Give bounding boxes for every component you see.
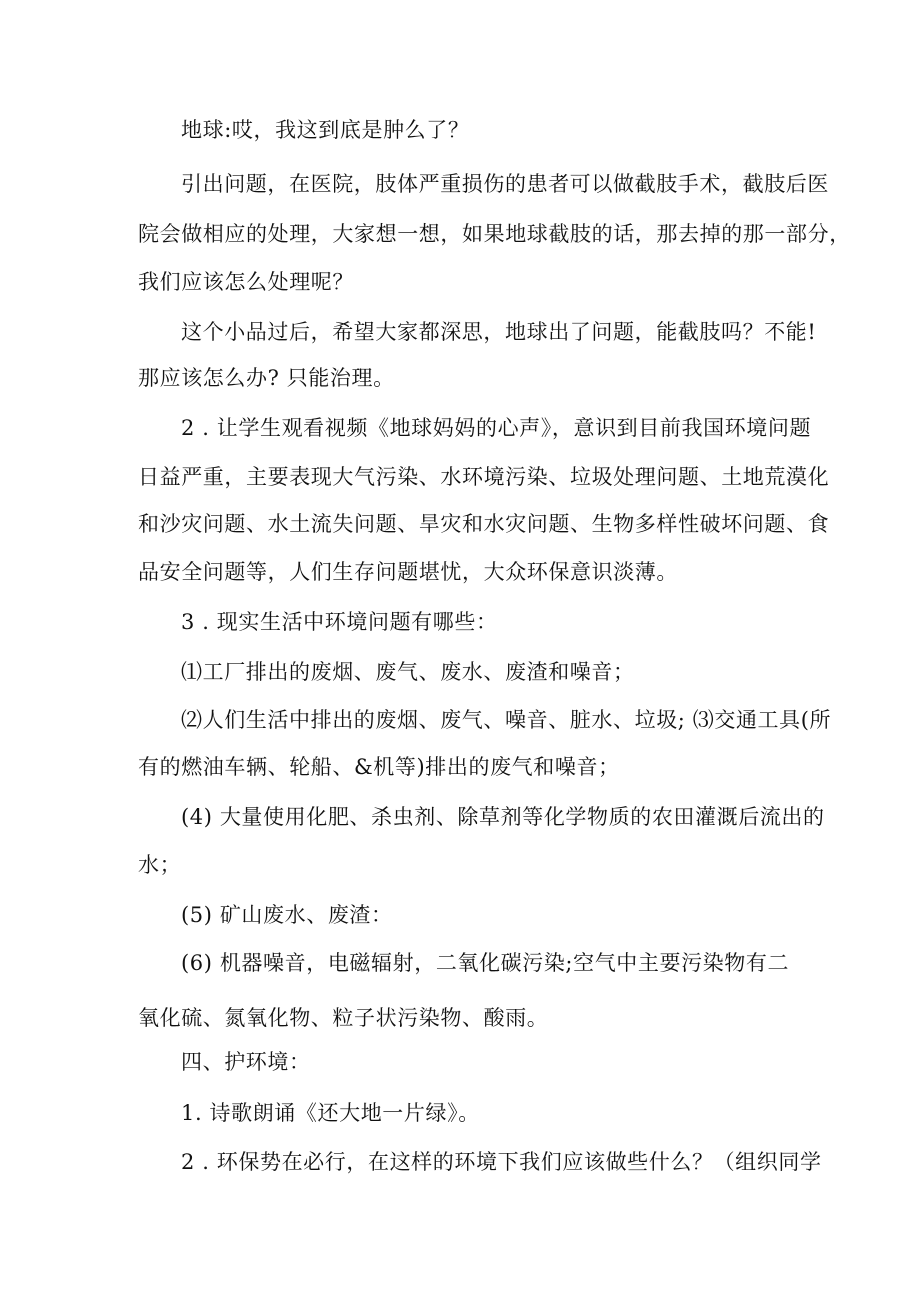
text-line-18: (6) 机器噪音，电磁辐射，二氧化碳污染;空气中主要污染物有二 [181, 951, 790, 975]
text-line-11: 3 . 现实生活中环境问题有哪些： [181, 610, 498, 634]
text-line-2: 引出问题，在医院，肢体严重损伤的患者可以做截肢手术，截肢后医 [181, 172, 829, 196]
text-line-13: ⑵人们生活中排出的废烟、废气、噪音、脏水、垃圾; ⑶交通工具(所 [181, 708, 832, 732]
text-line-1: 地球:哎，我这到底是肿么了？ [181, 118, 470, 142]
text-line-4: 我们应该怎么处理呢？ [138, 270, 354, 294]
text-line-6: 那应该怎么办? 只能治理。 [138, 366, 395, 390]
text-line-20: 四、护环境： [181, 1050, 311, 1074]
text-line-21: 1. 诗歌朗诵《还大地一片绿》。 [181, 1101, 480, 1125]
text-line-7: 2 . 让学生观看视频《地球妈妈的心声》，意识到目前我国环境问题 [181, 416, 812, 440]
text-line-10: 品安全问题等，人们生存问题堪忧，大众环保意识淡薄。 [138, 560, 678, 584]
text-line-8: 日益严重，主要表现大气污染、水环境污染、垃圾处理问题、土地荒漠化 [138, 465, 830, 489]
text-line-16: 水； [138, 853, 182, 877]
text-line-14: 有的燃油车辆、轮船、&机等)排出的废气和噪音； [138, 755, 620, 779]
text-line-22: 2 . 环保势在必行，在这样的环境下我们应该做些什么？（组织同学 [181, 1150, 822, 1174]
text-line-17: (5) 矿山废水、废渣： [181, 903, 393, 927]
text-line-12: ⑴工厂排出的废烟、废气、废水、废渣和噪音； [181, 660, 635, 684]
text-line-19: 氧化硫、氮氧化物、粒子状污染物、酸雨。 [138, 1006, 549, 1030]
text-line-5: 这个小品过后，希望大家都深思，地球出了问题，能截肢吗？不能! [181, 320, 817, 344]
text-line-15: (4) 大量使用化肥、杀虫剂、除草剂等化学物质的农田灌溉后流出的 [181, 805, 825, 829]
text-line-3: 院会做相应的处理，大家想一想，如果地球截肢的话，那去掉的那一部分， [138, 222, 851, 246]
text-line-9: 和沙灾问题、水土流失问题、旱灾和水灾问题、生物多样性破坏问题、食 [138, 512, 830, 536]
